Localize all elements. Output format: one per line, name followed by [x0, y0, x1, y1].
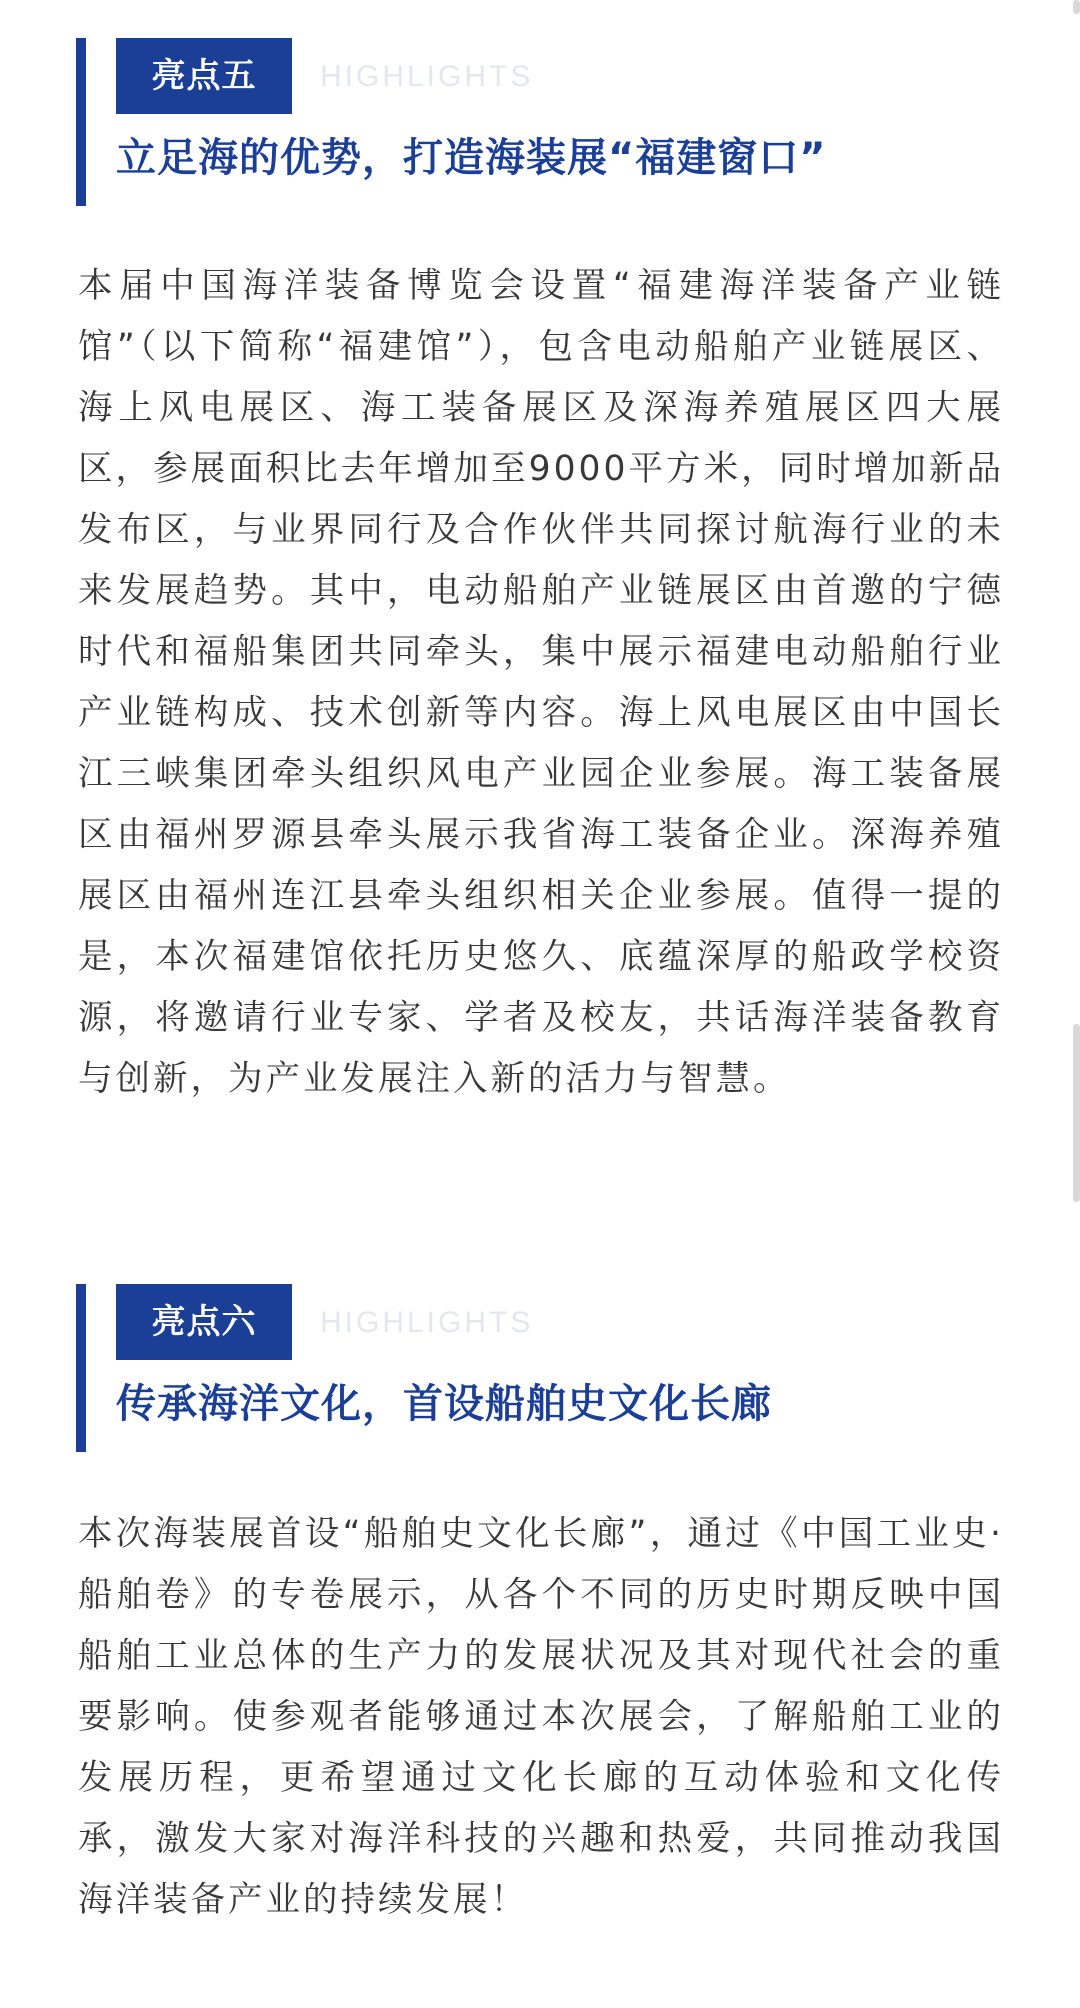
scrollbar-top[interactable]: [1073, 0, 1080, 14]
highlights-watermark: HIGHLIGHTS: [320, 1306, 534, 1339]
section-header: [76, 1284, 986, 1452]
section-headline: 立足海的优势，打造海装展“福建窗口”: [116, 135, 827, 181]
section-badge: 亮点六: [116, 1284, 292, 1360]
scrollbar-thumb[interactable]: [1073, 1024, 1080, 1202]
section-headline: 传承海洋文化，首设船舶史文化长廊: [116, 1381, 772, 1427]
section-header: [76, 38, 986, 206]
section-badge: 亮点五: [116, 38, 292, 114]
section-body-text: 本次海装展首设“船舶史文化长廊”，通过《中国工业史·船舶卷》的专卷展示，从各个不同的历史时期反映中国船舶工业总体的生产力的发展状况及其对现代社会的重要影响。使参观者能够通过本次展会，了解船舶工业的发展历程，更希望通过文化长廊的互动体验和文化传承，激发大家对海洋科技的兴趣和热爱，共同推动我国海洋装备产业的持续发展！: [78, 1514, 1004, 1920]
section-body-text: 本届中国海洋装备博览会设置“福建海洋装备产业链馆”（以下简称“福建馆”），包含电动船舶产业链展区、海上风电展区、海工装备展区及深海养殖展区四大展区，参展面积比去年增加至9000平方米，同时增加新品发布区，与业界同行及合作伙伴共同探讨航海行业的未来发展趋势。其中，电动船舶产业链展区由首邀的宁德时代和福船集团共同牵头，集中展示福建电动船舶行业产业链构成、技术创新等内容。海上风电展区由中国长江三峡集团牵头组织风电产业园企业参展。海工装备展区由福州罗源县牵头展示我省海工装备企业。深海养殖展区由福州连江县牵头组织相关企业参展。值得一提的是，本次福建馆依托历史悠久、底蕴深厚的船政学校资源，将邀请行业专家、学者及校友，共话海洋装备教育与创新，为产业发展注入新的活力与智慧。: [78, 266, 1004, 1099]
highlights-watermark: HIGHLIGHTS: [320, 60, 534, 93]
